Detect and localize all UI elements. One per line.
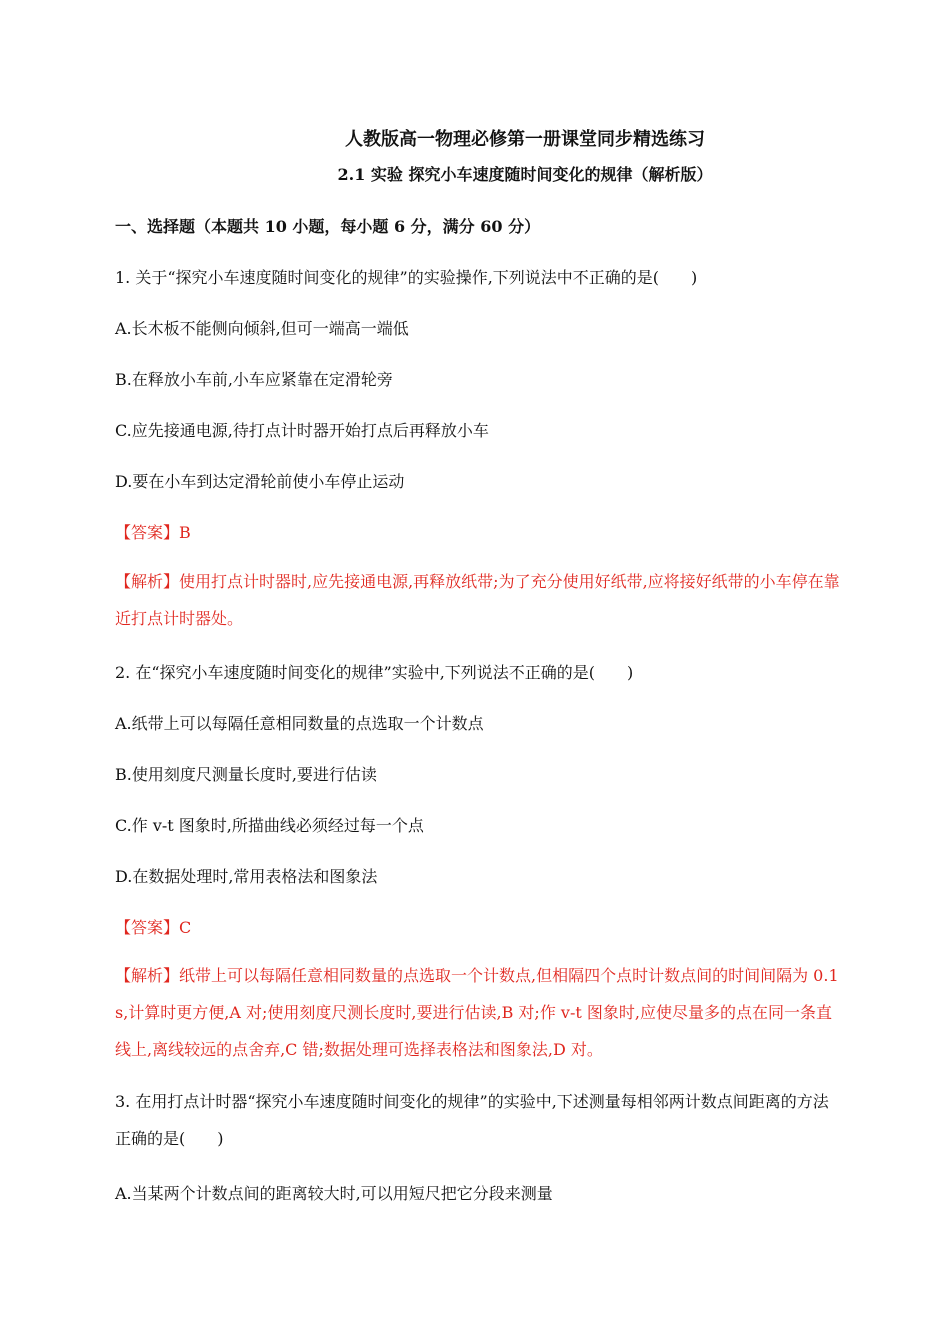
question-2-option-d: D.在数据处理时,常用表格法和图象法 — [115, 867, 378, 886]
question-2-answer: 【答案】C — [115, 918, 192, 937]
question-2-option-b: B.使用刻度尺测量长度时,要进行估读 — [115, 765, 377, 784]
document-subtitle: 2.1 实验 探究小车速度随时间变化的规律（解析版） — [337, 165, 713, 184]
question-1-option-a: A.长木板不能侧向倾斜,但可一端高一端低 — [115, 319, 409, 338]
question-1-option-c: C.应先接通电源,待打点计时器开始打点后再释放小车 — [115, 421, 489, 440]
question-1-option-d: D.要在小车到达定滑轮前使小车停止运动 — [115, 472, 405, 491]
question-1-option-b: B.在释放小车前,小车应紧靠在定滑轮旁 — [115, 370, 393, 389]
section-heading: 一、选择题（本题共 10 小题，每小题 6 分，满分 60 分） — [115, 217, 541, 236]
question-2-option-a: A.纸带上可以每隔任意相同数量的点选取一个计数点 — [115, 714, 484, 733]
question-3-stem: 3. 在用打点计时器“探究小车速度随时间变化的规律”的实验中,下述测量每相邻两计数点间距离的方法正确的是( ) — [115, 1092, 829, 1148]
question-1-analysis: 【解析】使用打点计时器时,应先接通电源,再释放纸带;为了充分使用好纸带,应将接好纸带的小车停在靠近打点计时器处。 — [115, 572, 840, 628]
question-2-option-c: C.作 v-t 图象时,所描曲线必须经过每一个点 — [115, 816, 424, 835]
question-2-analysis: 【解析】纸带上可以每隔任意相同数量的点选取一个计数点,但相隔四个点时计数点间的时间间隔为 0.1 s,计算时更方便,A 对;使用刻度尺测长度时,要进行估读,B 对;作 v-t 图象时,应使尽量多的点在同一条直线上,离线较远的点舍弃,C 错;数据处理可选择表格法和图象法,D 对。 — [115, 966, 839, 1059]
question-2-stem: 2. 在“探究小车速度随时间变化的规律”实验中,下列说法不正确的是( ) — [115, 663, 634, 682]
question-1-answer: 【答案】B — [115, 523, 191, 542]
document-title: 人教版高一物理必修第一册课堂同步精选练习 — [345, 129, 705, 150]
question-1-stem: 1. 关于“探究小车速度随时间变化的规律”的实验操作,下列说法中不正确的是( ) — [115, 268, 698, 287]
question-3-option-a: A.当某两个计数点间的距离较大时,可以用短尺把它分段来测量 — [115, 1184, 553, 1203]
